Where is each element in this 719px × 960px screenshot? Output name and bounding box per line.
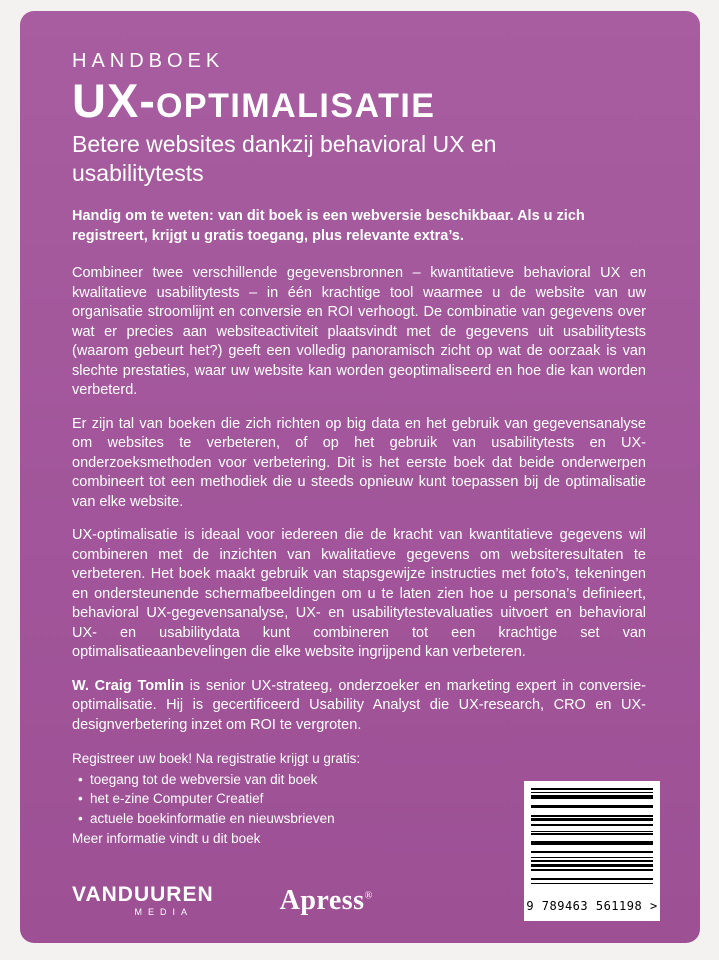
isbn-number: 9 789463 561198 (526, 899, 643, 913)
vanduuren-media-label: MEDIA (134, 907, 194, 917)
author-bio (72, 677, 646, 736)
register-benefits-list (72, 770, 512, 829)
isbn-digits (524, 899, 660, 913)
title-rest: OPTIMALISATIE (155, 87, 436, 125)
register-intro: Registreer uw boek! Na registratie krijgt u gratis: (72, 751, 361, 766)
register-section (72, 749, 512, 849)
register-benefit-1: toegang tot de webversie van dit boek (90, 771, 318, 787)
vanduuren-media-logo (72, 884, 214, 917)
barcode-arrow: > (649, 899, 658, 913)
series-label: HANDBOEK (72, 50, 225, 72)
register-benefit-3: actuele boekinformatie en nieuwsbrieven (90, 810, 335, 826)
author-bio-text: is senior UX-strateeg, onderzoeker en marketing expert in conversie-optimalisatie. Hij is gecertificeerd Usability Analyst die UX-research, CRO en UX-designverbetering inzet om ROI te vergroten. (72, 677, 647, 733)
author-name: W. Craig Tomlin (72, 677, 184, 694)
book-subtitle: Betere websites dankzij behavioral UX en usabilitytests (72, 131, 497, 186)
body-paragraph-1: Combineer twee verschillende gegevensbronnen – kwantitatieve behavioral UX en kwalitatieve usabilitytests – in één krachtige tool waarmee u de website van uw organisatie stroomlijnt en conversie en ROI verhoogt. De combinatie van gegevens over wat er precies aan websiteactiviteit plaatsvindt met de gegevens uit usabilitytests (waarom gebeurt het?) geeft een volledig panoramisch zicht op wat de oorzaak is van slechte prestaties, waar uw website kan worden geoptimaliseerd en hoe die kan worden verbeterd. (72, 265, 646, 398)
webversion-note: Handig om te weten: van dit boek is een webversie beschikbaar. Als u zich registreert, krijgt u gratis toegang, plus relevante extra’s. (72, 208, 585, 244)
apress-logo (280, 885, 373, 917)
book-back-cover (20, 11, 700, 943)
register-benefit-2: het e-zine Computer Creatief (90, 791, 264, 806)
barcode (524, 781, 660, 921)
list-item (72, 789, 512, 809)
title-prefix: UX- (72, 74, 156, 127)
vanduuren-wordmark: VANDUUREN (72, 883, 214, 906)
list-item (72, 770, 512, 790)
body-paragraph-3: UX-optimalisatie is ideaal voor iedereen die de kracht van kwantitatieve gegevens wil combineren met de inzichten van kwalitatieve gegevens om websiteresultaten te verbeteren. Het boek maakt gebruik van stapsgewijze instructies met foto’s, tekeningen en ondersteunende schermafbeeldingen om u te laten zien hoe u persona’s definieert, behavioral UX-gegevensanalyse, UX- en usabilitytestevaluaties uitvoert en behavioral UX- en usabilitydata kunt combineren tot een krachtige set van optimalisatieaanbevelingen die elke website ingrijpend kan verbeteren. (72, 527, 646, 660)
body-paragraph-2: Er zijn tal van boeken die zich richten op big data en het gebruik van gegevensanalyse om websites te verbeteren, of op het gebruik van usabilitytests en UX-onderzoeksmethoden voor verbetering. Dit is het eerste boek dat beide onderwerpen combineert tot een methodiek die u steeds opnieuw kunt toepassen bij de optimalisatie van elke website. (72, 415, 646, 510)
barcode-bars-icon (531, 788, 653, 885)
book-title (72, 74, 646, 127)
list-item (72, 809, 512, 829)
publisher-logos (72, 884, 373, 917)
registered-trademark-symbol: ® (364, 890, 373, 902)
register-outro: Meer informatie vindt u dit boek (72, 831, 261, 846)
apress-wordmark: Apress (279, 884, 365, 916)
